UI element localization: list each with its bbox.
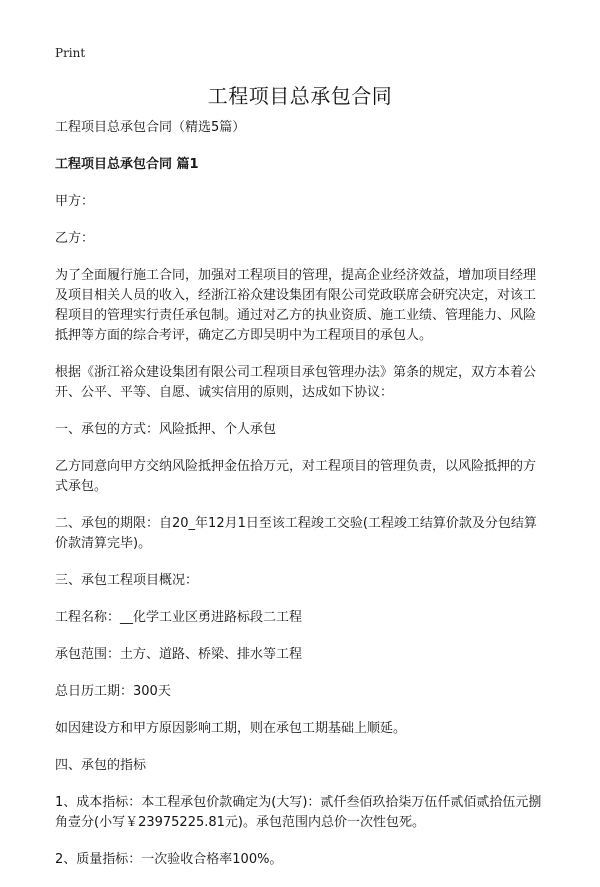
delay-note: 如因建设方和甲方原因影响工期，则在承包工期基础上顺延。: [55, 721, 407, 736]
clause-4-heading: 四、承包的指标: [55, 758, 147, 773]
document-title: 工程项目总承包合同: [207, 84, 393, 108]
clause-1-heading: 一、承包的方式：风险抵押、个人承包: [55, 422, 277, 437]
section-heading: 工程项目总承包合同 篇1: [55, 157, 199, 172]
document-body: [55, 118, 542, 887]
party-b-line: 乙方：: [55, 231, 95, 246]
scope-line: 承包范围：土方、道路、桥梁、排水等工程: [55, 647, 303, 662]
subtitle: 工程项目总承包合同（精选5篇）: [55, 120, 246, 135]
clause-2-text: 二、承包的期限：自20_年12月1日至该工程竣工交验(工程竣工结算价款及分包结算价款清算完毕)。: [55, 516, 537, 551]
project-name-line: 工程名称：__化学工业区勇进路标段二工程: [55, 610, 303, 625]
basis-paragraph: 根据《浙江裕众建设集团有限公司工程项目承包管理办法》第条的规定，双方本着公开、公平、平等、自愿、诚实信用的原则，达成如下协议：: [55, 365, 537, 400]
clause-1-text: 乙方同意向甲方交纳风险抵押金伍拾万元，对工程项目的管理负责，以风险抵押的方式承包。: [55, 459, 537, 494]
duration-line: 总日历工期：300天: [55, 684, 171, 699]
print-link[interactable]: Print: [55, 46, 86, 60]
intro-paragraph: 为了全面履行施工合同，加强对工程项目的管理，提高企业经济效益，增加项目经理及项目相关人员的收入，经浙江裕众建设集团有限公司党政联席会研究决定，对该工程项目的管理实行责任承包制。通过对乙方的执业资质、施工业绩、管理能力、风险抵押等方面的综合考评，确定乙方即吴明中为工程项目的承包人。: [55, 268, 537, 343]
party-a-line: 甲方：: [55, 194, 95, 209]
quality-indicator: 2、质量指标：一次验收合格率100%。: [55, 852, 283, 867]
cost-indicator: 1、成本指标：本工程承包价款确定为(大写)：贰仟叁佰玖拾柒万伍仟贰佰贰拾伍元捌角壹分(小写￥23975225.81元)。承包范围内总价一次性包死。: [55, 795, 542, 830]
clause-3-heading: 三、承包工程项目概况：: [55, 573, 199, 588]
